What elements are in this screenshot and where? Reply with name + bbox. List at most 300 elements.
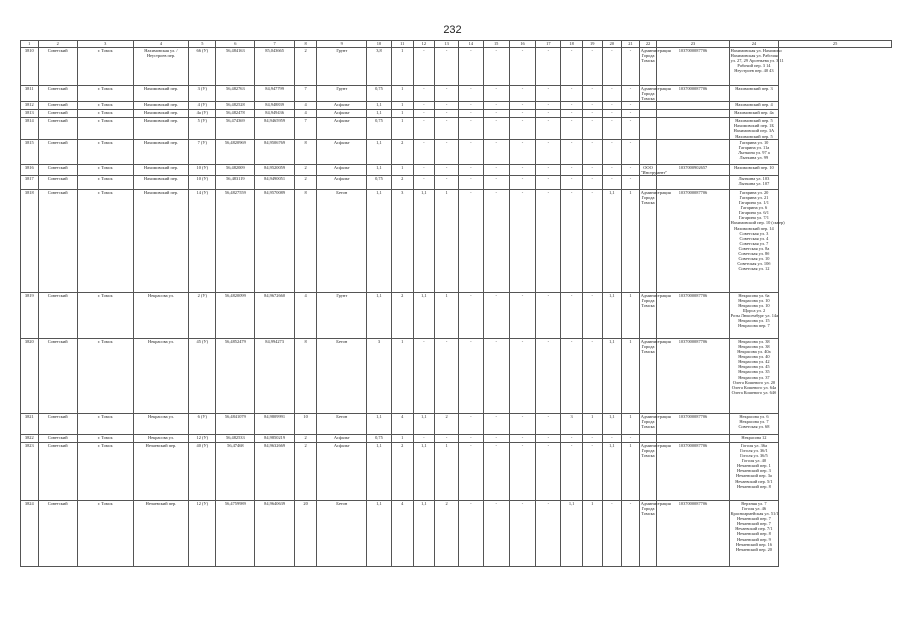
table-cell: 3 (У) <box>189 86 216 102</box>
table-cell: 1 <box>435 442 459 500</box>
table-row <box>21 118 892 139</box>
table-cell: 3820 <box>21 338 39 413</box>
address-line: Гагарина ул. 20 <box>739 189 769 195</box>
address-line: Некрасова 12 <box>741 434 767 440</box>
table-cell: Грунт <box>317 48 367 86</box>
table-cell: 1,1 <box>367 500 392 566</box>
table-cell: - <box>509 442 536 500</box>
table-cell: - <box>536 48 561 86</box>
addresses-cell <box>729 189 785 292</box>
table-cell: 2 <box>294 434 317 442</box>
table-cell: Асфальт <box>317 118 367 139</box>
table-cell: 3811 <box>21 86 39 102</box>
table-cell: 3819 <box>21 292 39 338</box>
table-cell: - <box>536 139 561 164</box>
table-cell: - <box>536 338 561 413</box>
table-cell: - <box>602 434 622 442</box>
address-line: Советская ул. 4 <box>739 235 769 241</box>
address-line: Гагарина ул. 7/1 <box>738 215 769 221</box>
table-cell: 84,947799 <box>255 86 294 102</box>
table-cell: Советский <box>38 500 77 566</box>
table-cell: - <box>561 175 583 189</box>
addresses-cell <box>729 292 779 338</box>
table-cell: - <box>458 102 483 110</box>
table-cell: - <box>509 338 536 413</box>
table-cell: Нахимовский пер. <box>133 189 189 292</box>
table-cell: - <box>561 139 583 164</box>
table-cell: Администрация Города Томска <box>639 500 657 566</box>
table-cell: 14 (У) <box>189 189 216 292</box>
table-row <box>21 338 892 413</box>
table-cell: Нечаевский пер. <box>133 500 189 566</box>
table-cell: 1 <box>391 86 413 102</box>
table-cell: - <box>536 164 561 175</box>
table-cell: - <box>561 164 583 175</box>
table-cell: Нахимовский пер. <box>133 164 189 175</box>
table-row <box>21 102 892 110</box>
table-cell: 1 <box>622 413 640 434</box>
table-cell: 4 <box>294 292 317 338</box>
table-cell: 1 <box>435 189 459 292</box>
address-line: Нахимовская ул. Рабочая <box>730 53 778 59</box>
column-header: 1 <box>21 41 39 48</box>
table-cell: - <box>561 102 583 110</box>
table-cell: Нахимовский пер. <box>133 118 189 139</box>
addresses-cell <box>729 118 779 139</box>
table-cell: 84,9465959 <box>255 118 294 139</box>
table-cell: - <box>509 434 536 442</box>
table-cell: 56,4820099 <box>216 292 255 338</box>
address-line: Лыткина ул. 103 <box>738 175 770 181</box>
table-cell: - <box>435 338 459 413</box>
address-line: Розы Люксембург ул. 14а <box>730 313 779 319</box>
address-line: Верхняя ул. 7 <box>741 500 767 506</box>
table-cell: 4а (У) <box>189 110 216 118</box>
address-line: Советская ул. 12 <box>738 266 770 272</box>
table-cell: 1,1 <box>413 442 435 500</box>
address-line: Гагарина ул. 6 <box>740 205 768 211</box>
address-line: Некрасова ул. 45 <box>738 364 770 370</box>
address-line: Советская ул. 10 <box>738 256 770 262</box>
table-cell: - <box>561 48 583 86</box>
table-cell: 1,1 <box>367 139 392 164</box>
table-cell: 1,1 <box>561 500 583 566</box>
table-cell: 2 <box>391 175 413 189</box>
column-header: 22 <box>639 41 657 48</box>
table-cell: - <box>435 86 459 102</box>
address-line: ул. 27, 29 Арсеньева ул. 3 11 <box>730 58 784 64</box>
table-cell: 8 <box>294 139 317 164</box>
table-cell: Некрасова ул. <box>133 413 189 434</box>
table-cell <box>639 102 657 110</box>
table-cell: Советский <box>38 139 77 164</box>
address-line: Гагарина ул. 11а <box>738 144 770 150</box>
table-cell: - <box>561 189 583 292</box>
column-header: 8 <box>294 41 317 48</box>
table-cell: г. Томск <box>77 86 133 102</box>
table-cell: Некрасова ул. <box>133 338 189 413</box>
address-line: Некрасова ул. 10 <box>738 297 770 303</box>
table-cell: Советский <box>38 292 77 338</box>
table-cell: Асфальт <box>317 139 367 164</box>
table-cell: - <box>561 118 583 139</box>
table-cell: - <box>483 175 509 189</box>
table-cell: - <box>509 500 536 566</box>
table-cell: 45 (У) <box>189 338 216 413</box>
table-cell: - <box>622 500 640 566</box>
table-cell: 56,474369 <box>216 118 255 139</box>
addresses-cell <box>729 338 779 413</box>
table-cell: 2 <box>391 292 413 338</box>
table-cell: - <box>435 175 459 189</box>
table-cell: 7 <box>294 86 317 102</box>
table-cell: - <box>582 48 602 86</box>
table-cell: 1037000087706 <box>657 338 729 413</box>
table-cell: 1037000087706 <box>657 442 729 500</box>
table-row <box>21 189 892 292</box>
table-cell: 1,1 <box>602 292 622 338</box>
table-cell: - <box>483 442 509 500</box>
addresses-cell <box>729 434 779 442</box>
header-row <box>21 41 892 48</box>
table-cell: 3 <box>561 413 583 434</box>
column-header: 10 <box>367 41 392 48</box>
address-line: Нахимовский пер. 4а <box>734 110 774 116</box>
column-header: 12 <box>413 41 435 48</box>
address-line: Некрасова ул. 38 <box>738 338 770 344</box>
table-cell: 0,75 <box>367 86 392 102</box>
address-line: Советская ул. 10б <box>737 261 771 267</box>
table-cell: - <box>602 500 622 566</box>
table-cell: 8 <box>294 189 317 292</box>
table-cell: - <box>509 139 536 164</box>
table-cell: - <box>536 189 561 292</box>
table-cell: 1,1 <box>367 110 392 118</box>
table-cell: 84,948839 <box>255 102 294 110</box>
table-cell: Нахимовский пер. <box>133 110 189 118</box>
table-cell: Бетон <box>317 500 367 566</box>
table-cell: 10 <box>294 413 317 434</box>
address-line: Некрасова ул. 6 <box>739 413 769 419</box>
address-line: Нечаевский пер. 7 <box>736 516 771 522</box>
address-line: Гагарина ул. 1/1 <box>738 200 769 206</box>
table-cell: 4 <box>391 413 413 434</box>
table-cell: - <box>509 292 536 338</box>
address-line: Нечаевский пер. 3 <box>736 468 771 474</box>
table-cell: - <box>602 48 622 86</box>
table-cell: - <box>582 338 602 413</box>
address-line: Лыткина ул. 99 <box>739 154 769 160</box>
table-cell: Нахимовская ул. / Неустроев пер. <box>133 48 189 86</box>
table-cell: - <box>582 102 602 110</box>
table-cell: - <box>413 118 435 139</box>
table-cell: г. Томск <box>77 175 133 189</box>
addresses-cell <box>729 164 779 175</box>
table-cell: - <box>483 118 509 139</box>
table-cell: - <box>582 164 602 175</box>
table-row <box>21 48 892 86</box>
table-cell: - <box>536 500 561 566</box>
table-cell: 1 <box>391 434 413 442</box>
table-cell: 56,4852479 <box>216 338 255 413</box>
table-cell: - <box>561 292 583 338</box>
table-cell: - <box>483 48 509 86</box>
table-cell: 1 <box>435 292 459 338</box>
table-cell: - <box>622 102 640 110</box>
table-cell: 1 <box>391 110 413 118</box>
table-cell: 84,994273 <box>255 338 294 413</box>
table-cell: - <box>509 413 536 434</box>
table-cell: - <box>458 139 483 164</box>
table-cell: 20 <box>294 500 317 566</box>
table-cell: - <box>536 434 561 442</box>
table-cell: Администрация Города Томска <box>640 86 671 102</box>
table-cell: Советский <box>38 164 77 175</box>
table-cell <box>657 434 729 442</box>
table-cell: - <box>413 48 435 86</box>
column-header: 2 <box>38 41 77 48</box>
table-cell: - <box>435 164 459 175</box>
table-cell: Асфальт <box>317 110 367 118</box>
table-cell: - <box>413 86 435 102</box>
address-line: Гоголя ул. 36/1 <box>740 447 768 453</box>
table-cell: - <box>413 102 435 110</box>
address-line: Нахимовский пер. 4 <box>735 102 773 108</box>
table-cell: 4 <box>391 500 413 566</box>
table-cell: - <box>435 110 459 118</box>
table-cell: 4 (У) <box>189 102 216 110</box>
table-cell: - <box>458 110 483 118</box>
address-line: Олега Кошевого ул. 64б <box>731 389 777 395</box>
table-cell: - <box>413 338 435 413</box>
address-line: Гоголя ул. 36а <box>740 442 768 448</box>
table-cell: - <box>458 442 483 500</box>
table-cell: - <box>413 110 435 118</box>
table-cell: Советский <box>38 175 77 189</box>
table-cell: 8 <box>294 338 317 413</box>
address-line: Олега Кошевого ул. 20 <box>732 379 776 385</box>
address-line: Некрасова ул. 38 <box>738 343 770 349</box>
table-cell: - <box>509 118 536 139</box>
table-cell: г. Томск <box>77 442 133 500</box>
table-cell: 1037000087706 <box>657 413 729 434</box>
table-cell: Нахимовский пер. <box>133 175 189 189</box>
addresses-cell <box>729 102 779 110</box>
address-line: Нахимовский пер. 5 <box>735 133 773 139</box>
table-cell: 66 (У) <box>189 48 216 86</box>
table-cell: - <box>536 292 561 338</box>
address-line: Советская ул. 7 <box>739 240 769 246</box>
address-line: Гагарина ул. 6/1 <box>738 210 769 216</box>
table-cell: - <box>458 86 483 102</box>
addresses-cell <box>729 413 779 434</box>
address-line: Неустроев пер. 40 43 <box>734 68 774 74</box>
address-line: Нечаевский пер. 16 <box>735 541 772 547</box>
table-cell: Советский <box>38 102 77 110</box>
address-line: Некрасова ул. 7 <box>739 418 769 424</box>
address-line: Нахимовский пер. 14 <box>734 225 774 231</box>
table-cell: 1037000087706 <box>657 500 729 566</box>
table-cell: 3821 <box>21 413 39 434</box>
table-cell: - <box>602 164 622 175</box>
table-cell: - <box>536 175 561 189</box>
table-cell: Советский <box>38 86 77 102</box>
page-number: 232 <box>443 24 462 36</box>
table-cell: Советский <box>38 338 77 413</box>
column-header: 16 <box>509 41 536 48</box>
table-cell: 2 <box>391 139 413 164</box>
table-cell: ООО "Инструмент" <box>640 164 668 175</box>
table-cell <box>657 175 729 189</box>
table-cell: Грунт <box>317 292 367 338</box>
address-line: Советская ул. 68 <box>738 424 770 430</box>
table-cell: - <box>582 189 602 292</box>
table-cell: г. Томск <box>77 338 133 413</box>
table-cell: - <box>602 102 622 110</box>
table-cell: Администрация Города Томска <box>639 413 657 434</box>
column-header: 17 <box>536 41 561 48</box>
addresses-cell <box>729 86 779 102</box>
table-cell: - <box>435 139 459 164</box>
table-cell: г. Томск <box>77 413 133 434</box>
table-cell: 3,8 <box>367 48 392 86</box>
table-cell: - <box>458 118 483 139</box>
address-line: Гоголя ул. 36/5 <box>740 453 768 459</box>
table-cell: - <box>622 164 640 175</box>
table-cell: - <box>536 110 561 118</box>
table-cell <box>639 110 657 118</box>
table-cell: 1 <box>622 338 640 413</box>
table-cell: Нахимовский пер. <box>133 86 189 102</box>
table-cell: 56,484163 <box>216 48 255 86</box>
table-cell: Администрация Города Томска <box>639 442 657 500</box>
address-line: Нахимовский пер. 10 <box>734 164 774 170</box>
table-cell: Администрация Города Томска <box>639 338 657 413</box>
column-header: 13 <box>435 41 459 48</box>
address-line: Нечаевский пер. 3а <box>735 473 772 479</box>
table-cell: - <box>602 86 622 102</box>
table-cell: 1 <box>622 189 640 292</box>
address-line: Нечаевский пер. 8 <box>736 483 771 489</box>
table-cell: 3810 <box>21 48 39 86</box>
table-cell: 1,1 <box>367 292 392 338</box>
address-line: Советская ул. 8а <box>738 245 770 251</box>
table-cell: Асфальт <box>317 434 367 442</box>
table-cell: - <box>561 442 583 500</box>
table-cell: 4 <box>294 102 317 110</box>
table-cell <box>657 102 729 110</box>
table-cell <box>639 434 657 442</box>
addresses-cell <box>729 48 784 86</box>
address-line: Некрасова ул. 6а <box>738 292 770 298</box>
table-cell: 7 <box>294 118 317 139</box>
table-cell: г. Томск <box>77 292 133 338</box>
table-cell: Советский <box>38 434 77 442</box>
table-cell: 56,482533 <box>216 434 255 442</box>
address-line: Нечаевский пер. 20 <box>735 546 772 552</box>
address-line: Нахимовский пер. 1Б <box>733 123 774 129</box>
address-line: Гоголя ул. 40 <box>741 458 767 464</box>
addresses-cell <box>729 139 779 164</box>
table-cell: 56,482763 <box>216 86 255 102</box>
table-cell: - <box>622 434 640 442</box>
table-cell: - <box>602 139 622 164</box>
address-line: Нечаевский пер. 9 <box>736 536 771 542</box>
table-cell: 1037000087706 <box>657 48 729 86</box>
table-cell: 56,482528 <box>216 102 255 110</box>
table-row <box>21 413 892 434</box>
table-cell: 84,9672660 <box>255 292 294 338</box>
address-line: Олега Кошевого ул. 64а <box>731 384 777 390</box>
table-cell: 1,1 <box>413 189 435 292</box>
table-cell: - <box>536 413 561 434</box>
table-cell: 1 <box>391 102 413 110</box>
table-cell: 0,75 <box>367 434 392 442</box>
table-cell: г. Томск <box>77 48 133 86</box>
table-cell: 2 <box>294 48 317 86</box>
table-cell: Бетон <box>317 338 367 413</box>
table-cell: Администрация Города Томска <box>639 48 657 86</box>
table-cell: Нечаевский пер. <box>133 442 189 500</box>
table-cell: - <box>561 338 583 413</box>
address-line: Красноармейская ул. 51/1 <box>730 511 779 517</box>
table-cell: 1,1 <box>413 500 435 566</box>
column-header: 3 <box>77 41 133 48</box>
address-line: Некрасова ул. 40 <box>738 354 770 360</box>
table-cell: 1037000087706 <box>657 189 729 292</box>
address-line: Некрасова ул. 37 <box>738 374 770 380</box>
table-cell: - <box>602 175 622 189</box>
table-cell: 40 (У) <box>189 442 216 500</box>
table-cell: 1,1 <box>367 413 392 434</box>
table-cell: 1 <box>391 48 413 86</box>
table-cell: Асфальт <box>317 102 367 110</box>
table-row <box>21 292 892 338</box>
column-header: 6 <box>216 41 255 48</box>
table-cell <box>639 139 657 164</box>
table-cell: - <box>602 118 622 139</box>
table-cell: 2 <box>435 500 459 566</box>
table-cell: 1,1 <box>413 413 435 434</box>
table-cell: 12 (У) <box>189 500 216 566</box>
table-cell: 3817 <box>21 175 39 189</box>
table-cell: - <box>483 500 509 566</box>
table-cell: - <box>509 110 536 118</box>
table-cell: 3823 <box>21 442 39 500</box>
address-line: Гоголя ул. 46 <box>741 505 767 511</box>
table-cell: 10 (У) <box>189 164 216 175</box>
table-cell: - <box>458 164 483 175</box>
table-cell: 2 (У) <box>189 292 216 338</box>
address-line: Нечаевский пер. 7 <box>736 521 771 527</box>
column-header: 18 <box>561 41 583 48</box>
table-cell: 12 (У) <box>189 434 216 442</box>
table-cell: - <box>483 139 509 164</box>
table-cell: - <box>622 110 640 118</box>
table-cell: 0,75 <box>367 118 392 139</box>
table-cell: Грунт <box>317 86 367 102</box>
table-cell <box>639 118 657 139</box>
address-line: Нечаевский пер. 5/1 <box>735 478 773 484</box>
table-cell: Асфальт <box>317 175 367 189</box>
table-cell: 3 <box>391 189 413 292</box>
table-cell: - <box>536 86 561 102</box>
table-cell: 56,4841079 <box>216 413 255 434</box>
address-line: Гагарина ул. 21 <box>739 194 769 200</box>
table-cell: - <box>622 139 640 164</box>
table-cell: Асфальт <box>317 164 367 175</box>
table-cell: Нахимовский пер. <box>133 139 189 164</box>
